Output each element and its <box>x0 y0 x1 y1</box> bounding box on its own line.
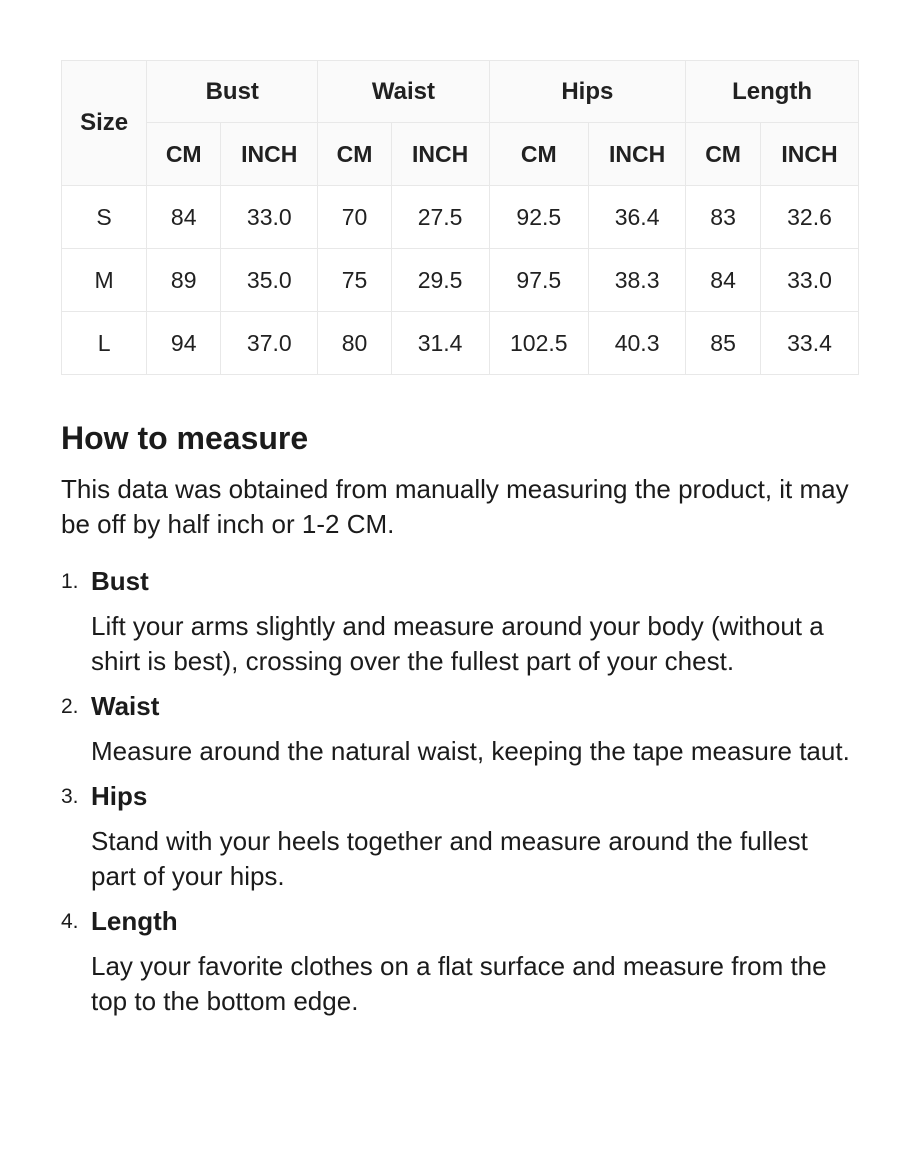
value-cell: 36.4 <box>589 186 686 249</box>
value-cell: 94 <box>147 312 221 375</box>
value-cell: 84 <box>147 186 221 249</box>
value-cell: 89 <box>147 249 221 312</box>
value-cell: 97.5 <box>489 249 589 312</box>
value-cell: 40.3 <box>589 312 686 375</box>
value-cell: 38.3 <box>589 249 686 312</box>
intro-paragraph: This data was obtained from manually measuring the product, it may be off by half inch or 1-2 CM. <box>61 474 849 539</box>
value-cell: 33.0 <box>221 186 318 249</box>
step-number: 1. <box>61 570 79 593</box>
measure-steps-list <box>61 564 859 1019</box>
value-cell: 27.5 <box>391 186 489 249</box>
value-cell: 29.5 <box>391 249 489 312</box>
value-cell: 33.0 <box>761 249 859 312</box>
unit-header-waist-cm: CM <box>318 123 391 186</box>
table-row <box>62 249 859 312</box>
value-cell: 83 <box>686 186 761 249</box>
table-unit-header-row <box>62 123 859 186</box>
unit-header-length-inch: INCH <box>761 123 859 186</box>
value-cell: 70 <box>318 186 391 249</box>
step-number: 4. <box>61 910 79 933</box>
step-item-waist <box>61 689 859 769</box>
value-cell: 35.0 <box>221 249 318 312</box>
unit-header-bust-cm: CM <box>147 123 221 186</box>
value-cell: 33.4 <box>761 312 859 375</box>
step-term: Hips <box>91 781 148 811</box>
size-cell: L <box>62 312 147 375</box>
value-cell: 37.0 <box>221 312 318 375</box>
size-chart-table <box>61 60 859 375</box>
group-header-length: Length <box>686 61 859 123</box>
unit-header-bust-inch: INCH <box>221 123 318 186</box>
step-item-length <box>61 904 859 1019</box>
step-description: Measure around the natural waist, keeping the tape measure taut. <box>91 736 850 766</box>
value-cell: 92.5 <box>489 186 589 249</box>
table-group-header-row <box>62 61 859 123</box>
value-cell: 85 <box>686 312 761 375</box>
size-cell: M <box>62 249 147 312</box>
value-cell: 31.4 <box>391 312 489 375</box>
step-description: Lay your favorite clothes on a flat surface and measure from the top to the bottom edge. <box>91 951 827 1016</box>
size-column-header: Size <box>62 61 147 186</box>
step-term: Bust <box>91 566 149 596</box>
group-header-bust: Bust <box>147 61 318 123</box>
value-cell: 32.6 <box>761 186 859 249</box>
step-item-bust <box>61 564 859 679</box>
size-cell: S <box>62 186 147 249</box>
group-header-hips: Hips <box>489 61 686 123</box>
table-row <box>62 312 859 375</box>
unit-header-hips-cm: CM <box>489 123 589 186</box>
step-number: 2. <box>61 695 79 718</box>
value-cell: 84 <box>686 249 761 312</box>
step-number: 3. <box>61 785 79 808</box>
value-cell: 102.5 <box>489 312 589 375</box>
step-description: Lift your arms slightly and measure around your body (without a shirt is best), crossing over the fullest part of your chest. <box>91 611 824 676</box>
how-to-measure-heading: How to measure <box>61 420 309 456</box>
step-term: Length <box>91 906 178 936</box>
step-term: Waist <box>91 691 160 721</box>
step-item-hips <box>61 779 859 894</box>
unit-header-length-cm: CM <box>686 123 761 186</box>
value-cell: 80 <box>318 312 391 375</box>
step-description: Stand with your heels together and measure around the fullest part of your hips. <box>91 826 808 891</box>
value-cell: 75 <box>318 249 391 312</box>
group-header-waist: Waist <box>318 61 489 123</box>
table-row <box>62 186 859 249</box>
unit-header-waist-inch: INCH <box>391 123 489 186</box>
unit-header-hips-inch: INCH <box>589 123 686 186</box>
